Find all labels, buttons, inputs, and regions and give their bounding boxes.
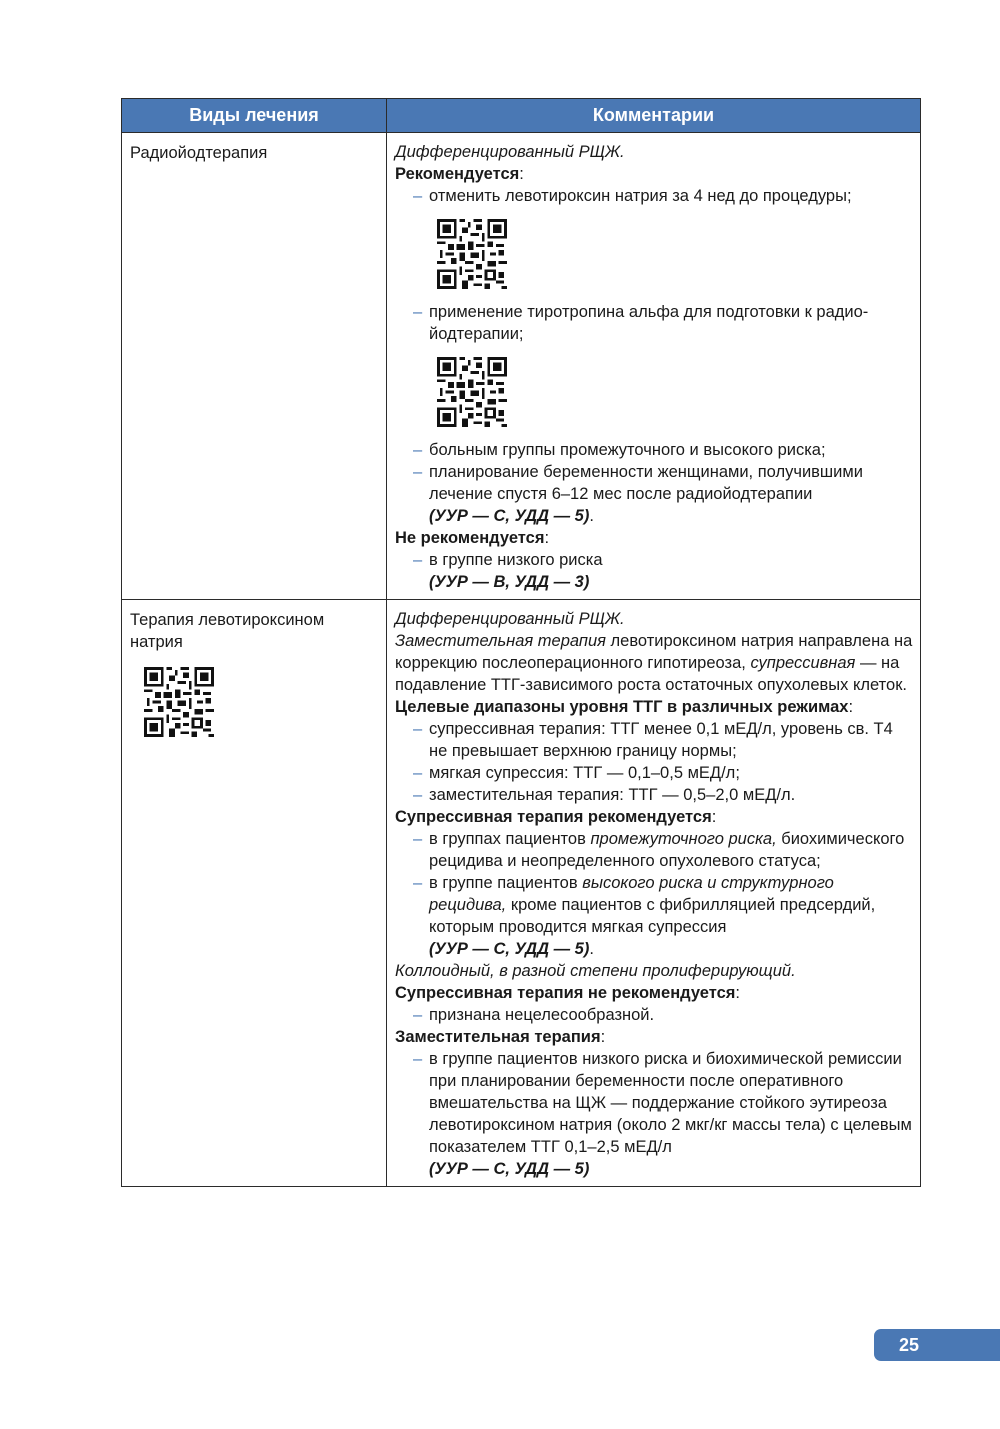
list-item: – отменить левотироксин натрия за 4 нед до процедуры; xyxy=(395,185,914,207)
evidence-level: (УУР — С, УДД — 5). xyxy=(429,940,594,958)
recommended-list xyxy=(395,185,914,207)
treatment-name-cell xyxy=(122,600,387,1187)
list-item: – заместительная терапия: ТТГ — 0,5–2,0 мЕД/л. xyxy=(395,784,914,806)
treatment-name: Радиойодтерапия xyxy=(130,144,268,162)
cell-intro: Дифференцированный РЩЖ. xyxy=(395,143,625,161)
header-comments: Комментарии xyxy=(387,99,921,133)
list-item: – применение тиротропина альфа для подготовки к радиойодтерапии; xyxy=(395,301,914,345)
not-recommended-list xyxy=(395,1004,914,1026)
treatment-name: Терапия левотироксином натрия xyxy=(130,611,325,651)
list-item: – мягкая супрессия: ТТГ — 0,1–0,5 мЕД/л; xyxy=(395,762,914,784)
list-item: – в группе пациентов высокого риска и структурного рецидива, кроме пациентов с фибрилляцией предсердий, которым проводится мягкая супрессия xyxy=(395,872,914,938)
evidence-level: (УУР — С, УДД — 5). xyxy=(429,507,594,525)
not-recommended-heading: Не рекомендуется: xyxy=(395,529,550,547)
evidence-level: (УУР — С, УДД — 5) xyxy=(429,1160,590,1178)
table-row xyxy=(122,133,921,600)
list-item: – планирование беременности женщинами, получившими лечение спустя 6–12 мес после радиойодтерапии xyxy=(395,461,914,505)
page-number-tab xyxy=(874,1329,1000,1361)
treatment-name-cell xyxy=(122,133,387,600)
page-number: 25 xyxy=(898,1335,920,1355)
qr-code-icon[interactable] xyxy=(437,357,507,427)
suppressive-list xyxy=(395,828,914,938)
table-header-row xyxy=(122,99,921,133)
list-item: – в группах пациентов промежуточного риска, биохимического рецидива и неопределенного опухолевого статуса; xyxy=(395,828,914,872)
header-treatment-types: Виды лечения xyxy=(122,99,387,133)
suppressive-recommended-heading: Супрессивная терапия рекомендуется: xyxy=(395,808,717,826)
suppressive-not-recommended-heading: Супрессивная терапия не рекомендуется: xyxy=(395,984,741,1002)
comments-cell xyxy=(387,133,921,600)
colloid-note: Коллоидный, в разной степени пролиферирующий. xyxy=(395,962,796,980)
list-item: – признана нецелесообразной. xyxy=(395,1004,914,1026)
not-recommended-list xyxy=(395,549,914,571)
treatment-table xyxy=(121,98,921,1187)
replacement-list xyxy=(395,1048,914,1158)
table-row xyxy=(122,600,921,1187)
qr-code-icon[interactable] xyxy=(144,667,214,737)
list-item: – в группе пациентов низкого риска и биохимической ремиссии при планировании беременности после оперативного вмешательства на ЩЖ — поддержание стойкого эутиреоза левотироксином натрия (около 2 мкг/кг массы тела) с целевым показателем ТТГ 0,1–2,5 мЕД/л xyxy=(395,1048,914,1158)
targets-heading: Целевые диапазоны уровня ТТГ в различных режимах: xyxy=(395,698,854,716)
therapy-description: Заместительная терапия левотироксином натрия направлена на коррекцию послеоперационного гипотиреоза, супрессивная — на подавление ТТГ-зависимого роста остаточных опухолевых клеток. xyxy=(395,632,913,694)
comments-cell xyxy=(387,600,921,1187)
list-item: – в группе низкого риска xyxy=(395,549,914,571)
cell-intro: Дифференцированный РЩЖ. xyxy=(395,610,625,628)
replacement-heading: Заместительная терапия: xyxy=(395,1028,606,1046)
list-item: – больным группы промежуточного и высокого риска; xyxy=(395,439,914,461)
evidence-level: (УУР — В, УДД — 3) xyxy=(429,573,590,591)
list-item: – супрессивная терапия: ТТГ менее 0,1 мЕД/л, уровень св. Т4 не превышает верхнюю границу нормы; xyxy=(395,718,914,762)
recommended-heading: Рекомендуется: xyxy=(395,165,524,183)
targets-list xyxy=(395,718,914,806)
qr-code-icon[interactable] xyxy=(437,219,507,289)
